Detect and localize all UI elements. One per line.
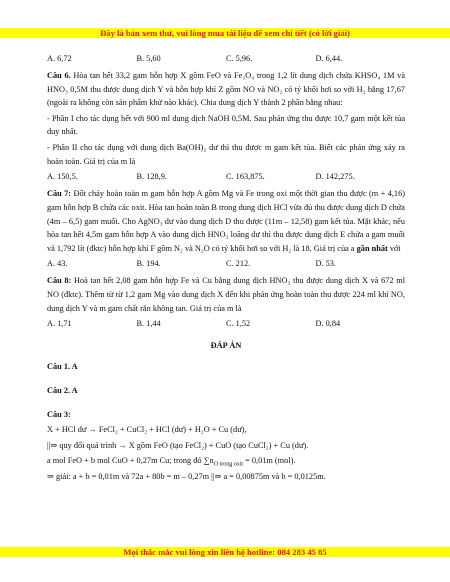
q6-part-1: - Phần I cho tác dụng hết với 900 ml dung dịch NaOH 0,5M. Sau phản ứng thu được 10,7 gam một kết tủa duy nhất. — [47, 113, 405, 137]
solution-line-1: X + HCl dư → FeCl₂ + CuCl₂ + HCl (dư) + H₂O + Cu (dư), — [47, 425, 247, 435]
q5-option-c: C. 5,96. — [226, 54, 253, 63]
q6-option-c: C. 163,875. — [226, 172, 265, 182]
answer-2: Câu 2. A — [47, 385, 78, 395]
preview-banner-text: Đây là bản xem thử, vui lòng mua tài liệu để xem chi tiết (có lời giải) — [100, 28, 350, 38]
q8-option-d: D. 0,84 — [315, 319, 341, 329]
q7-text-end: với — [387, 243, 401, 253]
document-body — [47, 52, 405, 486]
answer-1: Câu 1. A — [47, 362, 78, 372]
q8-label: Câu 8: — [47, 276, 72, 286]
q7-option-a: A. 43. — [47, 259, 68, 269]
q5-option-d: D. 6,44. — [315, 54, 343, 63]
q5-option-a: A. 6,72 — [47, 54, 72, 63]
solution-line-4: ⇒ giải: a + b = 0,01m và 72a + 80b = m – 0,27m ||⇒ a = 0,00875m và b = 0,0125m. — [47, 471, 326, 481]
hotline-banner-text: Mọi thắc mắc vui lòng xin liên hệ hotline: 084 283 45 85 — [123, 547, 327, 557]
solution-line-3-text: a mol FeO + b mol CuO + 0,27m Cu; trong đó ∑n — [47, 456, 214, 466]
q6-option-d: D. 142,275. — [315, 172, 355, 182]
answer-key-title: ĐÁP ÁN — [210, 340, 242, 350]
hotline-banner — [0, 547, 450, 557]
q7-text: Đốt cháy hoàn toàn m gam hỗn hợp A gồm Mg và Fe trong oxi một thời gian thu được (m + 4,16) gam hỗn hợp B chứa các oxit. Hòa tan hoàn toàn B trong dung dịch HCl vừa đủ thu được dung dịch D chứa (4m – 6,5) gam muối. Cho AgNO₃ dư vào dung dịch D thu được (11m – 12,58) gam kết tủa. Mặt khác, nếu hòa tan hết 4,5m gam hỗn hợp A vào dung dịch HNO₃ loãng dư thì thu được dung dịch E chứa a gam muối và 1,792 lít (đktc) hỗn hợp khí F gồm N₂ và N₂O có tỷ khối hơi so với H₂ là 18. Giá trị của a — [47, 189, 405, 253]
q5-options — [47, 52, 405, 66]
q6-option-a: A. 150,5. — [47, 172, 78, 182]
q8-text: Hoà tan hết 2,08 gam hỗn hợp Fe và Cu bằng dung dịch HNO₃ thu được dung dịch X và 672 ml NO (đktc). Thêm từ từ 1,2 gam Mg vào dung dịch X đến khi phản ứng hoàn toàn thu được 224 ml khí NO, dung dịch Y và m gam chất rắn không tan. Giá trị của m là — [47, 276, 405, 313]
question-8 — [47, 274, 405, 315]
q7-option-c: C. 212. — [226, 259, 251, 269]
q6-option-b: B. 128,9. — [136, 172, 167, 182]
q5-option-b: B. 5,60 — [136, 54, 161, 63]
q6-options — [47, 170, 405, 184]
preview-banner — [0, 28, 450, 38]
answer-3-label: Câu 3: — [47, 409, 71, 419]
q7-label: Câu 7: — [47, 189, 72, 199]
solution-line-3-end: = 0,01m (mol). — [243, 456, 296, 466]
solution-line-3 — [47, 454, 405, 468]
solution-line-3-subscript: O trong oxit — [213, 462, 244, 468]
solution-line-2: ||⇒ quy đổi quá trình → X gồm FeO (tạo FeCl₂) + CuO (tạo CuCl₂) + Cu (dư). — [47, 440, 309, 450]
q8-option-b: B. 1,44 — [136, 319, 161, 329]
q7-options — [47, 257, 405, 271]
q8-option-a: A. 1,71 — [47, 319, 72, 329]
q6-part-2: - Phần II cho tác dụng với dung dịch Ba(OH)₂ dư thì thu được m gam kết tủa. Biết các phản ứng xảy ra hoàn toàn. Giá trị của m là — [47, 143, 405, 166]
q6-label: Câu 6. — [47, 71, 71, 81]
q8-option-c: C. 1,52 — [226, 319, 251, 329]
q8-options — [47, 317, 405, 331]
q7-option-d: D. 53. — [315, 259, 337, 269]
q6-text: Hòa tan hết 33,2 gam hỗn hợp X gồm FeO và Fe₃O₄ trong 1,2 lít dung dịch chứa KHSO₄ 1M và HNO₃ 0,5M thu được dung dịch Y và hỗn hợp khí Z gồm NO và NO₂ có tỷ khối hơi so với H₂ bằng 17,67 (ngoài ra không còn sản phẩm khử nào khác). Chia dung dịch Y thành 2 phần bằng nhau: — [47, 71, 405, 108]
q7-emphasis: gần nhất — [356, 243, 388, 253]
q7-option-b: B. 194. — [136, 259, 161, 269]
question-6 — [47, 69, 405, 110]
question-7 — [47, 187, 405, 255]
